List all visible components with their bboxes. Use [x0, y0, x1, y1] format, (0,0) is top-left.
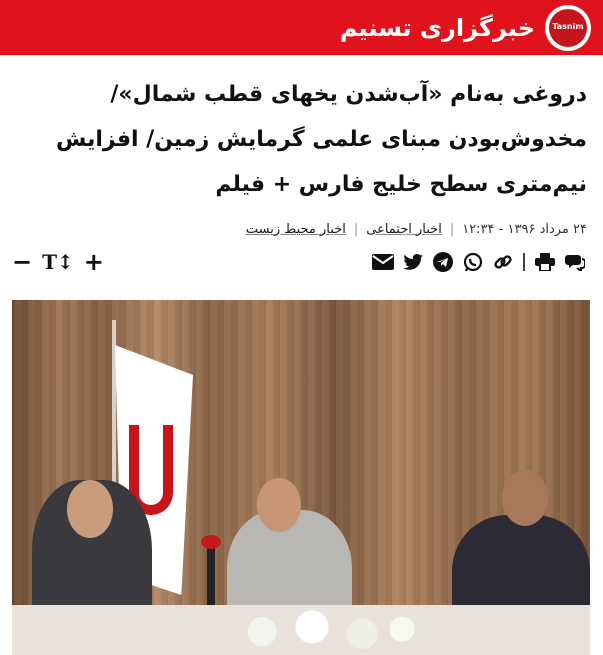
telegram-icon[interactable]: [431, 250, 455, 274]
article-photo[interactable]: [12, 300, 590, 655]
toolbar-divider: [523, 253, 525, 271]
person-left-head: [67, 480, 113, 538]
twitter-icon[interactable]: [401, 250, 425, 274]
share-bar: [371, 250, 587, 274]
meta-separator: |: [353, 221, 359, 237]
brand-name[interactable]: خبرگزاری تسنیم: [339, 13, 535, 42]
font-increase-button[interactable]: +: [83, 248, 104, 276]
logo-mark: Tasnim: [549, 9, 587, 47]
font-decrease-button[interactable]: −: [12, 248, 33, 276]
article-title: دروغی به‌نام «آب‌شدن یخهای قطب شمال»/ مخدوش‌بودن مبنای علمی گرمایش زمین/ افزایش نیم‌متری سطح خلیج فارس + فیلم: [55, 82, 587, 197]
publish-date: ۲۴ مرداد ۱۳۹۶ - ۱۲:۳۴: [462, 221, 587, 237]
person-right-head: [502, 470, 548, 526]
font-size-icon: T↕: [42, 250, 74, 274]
email-icon[interactable]: [371, 250, 395, 274]
tag-social-news[interactable]: اخبار اجتماعی: [366, 221, 442, 237]
tag-environment-news[interactable]: اخبار محیط زیست: [245, 221, 346, 237]
print-icon[interactable]: [533, 250, 557, 274]
meta-separator: |: [449, 221, 455, 237]
tasnim-logo[interactable]: [545, 5, 591, 51]
article-meta: [12, 218, 587, 240]
person-center-head: [257, 478, 301, 532]
whatsapp-icon[interactable]: [461, 250, 485, 274]
font-size-controls: [12, 250, 104, 274]
microphone: [207, 545, 215, 605]
article-toolbar: [12, 250, 587, 274]
comment-icon[interactable]: [563, 250, 587, 274]
flower-arrangement: [222, 608, 422, 655]
link-icon[interactable]: [491, 250, 515, 274]
site-header: [0, 0, 603, 55]
